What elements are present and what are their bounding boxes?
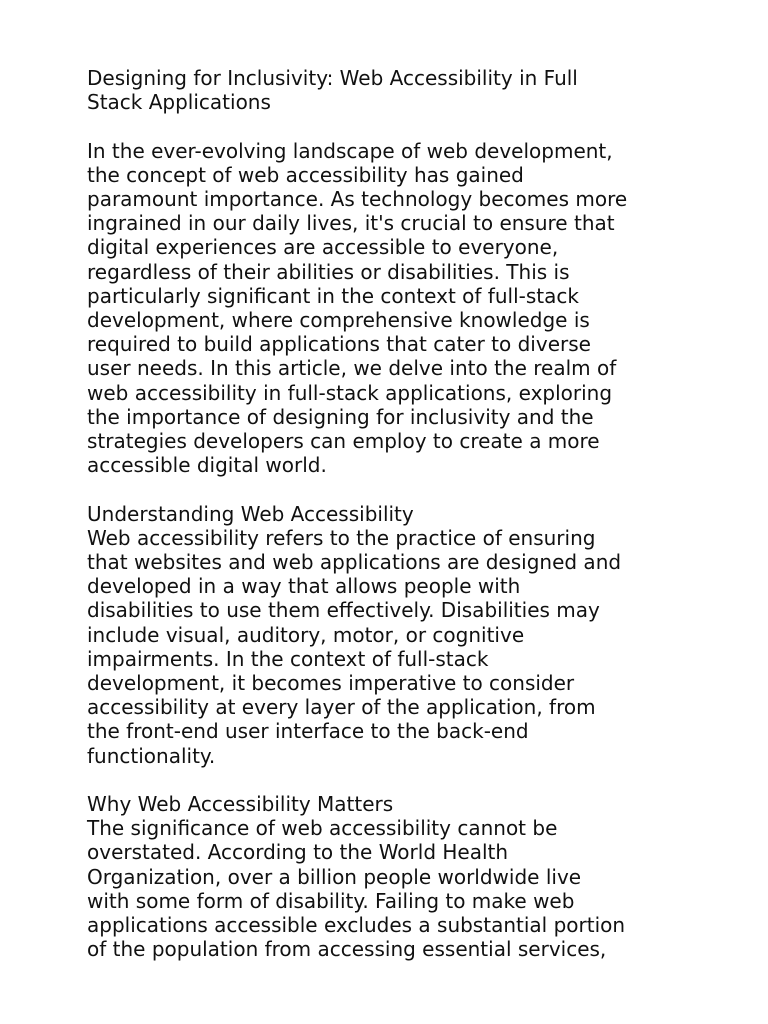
section-heading-understanding: Understanding Web Accessibility — [87, 501, 414, 526]
paragraph-gap — [87, 114, 687, 138]
paragraph-gap — [87, 477, 687, 501]
section-heading-why-matters: Why Web Accessibility Matters — [87, 792, 394, 817]
document-title: Designing for Inclusivity: Web Accessibility in Full Stack Applications — [87, 66, 578, 115]
intro-paragraph: In the ever-evolving landscape of web development, the concept of web accessibility has gained paramount importance. As technology becomes more ingrained in our daily lives, it's crucial to ensure that digital experiences are accessible to everyone, regardless of their abilities or disabilities. This is particularly significant in the context of full-stack development, where comprehensive knowledge is required to build applications that cater to diverse user needs. In this article, we delve into the realm of web accessibility in full-stack applications, exploring the importance of designing for inclusivity and the strategies developers can employ to create a more accessible digital world. — [87, 138, 628, 478]
section-body-understanding: Web accessibility refers to the practice of ensuring that websites and web applications are designed and developed in a way that allows people with disabilities to use them effectively. Disabilities may include visual, auditory, motor, or cognitive impairments. In the context of full-stack development, it becomes imperative to consider accessibility at every layer of the application, from the front-end user interface to the back-end functionality. — [87, 525, 622, 768]
document-page — [87, 66, 687, 961]
paragraph-gap — [87, 768, 687, 792]
section-body-why-matters: The significance of web accessibility cannot be overstated. According to the World Health Organization, over a billion people worldwide live with some form of disability. Failing to make web applications accessible excludes a substantial portion of the population from accessing essential services, — [87, 816, 626, 962]
